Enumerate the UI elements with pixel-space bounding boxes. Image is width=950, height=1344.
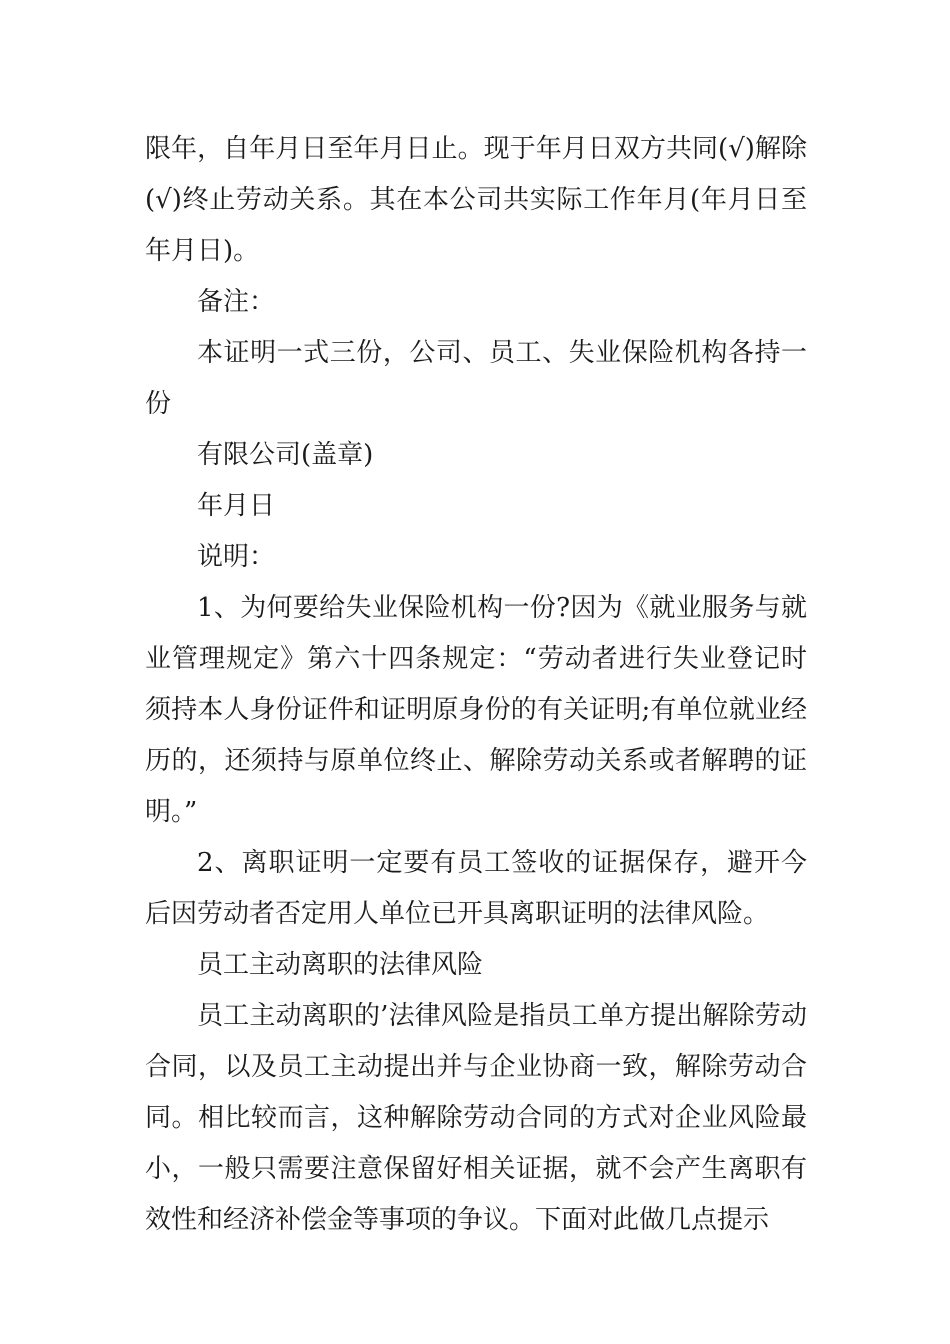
paragraph-termination-period: 限年，自年月日至年月日止。现于年月日双方共同(√)解除(√)终止劳动关系。其在本公司共实际工作年月(年月日至年月日)。 [145,134,807,266]
paragraph-remarks-heading: 备注： [197,287,276,317]
document-body [145,124,807,1246]
paragraph-explanation-1: 1、为何要给失业保险机构一份?因为《就业服务与就业管理规定》第六十四条规定：“劳动者进行失业登记时须持本人身份证件和证明原身份的有关证明;有单位就业经历的，还须持与原单位终止、解除劳动关系或者解聘的证明。” [145,593,807,827]
paragraph-date: 年月日 [197,491,276,521]
section-heading-voluntary-resignation: 员工主动离职的法律风险 [197,950,484,980]
paragraph-explanation-heading: 说明： [197,542,276,572]
paragraph-explanation-2: 2、离职证明一定要有员工签收的证据保存，避开今后因劳动者否定用人单位已开具离职证明的法律风险。 [145,848,807,929]
paragraph-copies-note: 本证明一式三份，公司、员工、失业保险机构各持一份 [145,338,807,419]
paragraph-voluntary-resignation: 员工主动离职的’法律风险是指员工单方提出解除劳动合同，以及员工主动提出并与企业协商一致，解除劳动合同。相比较而言，这种解除劳动合同的方式对企业风险最小，一般只需要注意保留好相关证据，就不会产生离职有效性和经济补偿金等事项的争议。下面对此做几点提示 [145,1001,807,1235]
paragraph-company-seal: 有限公司(盖章) [197,440,374,470]
